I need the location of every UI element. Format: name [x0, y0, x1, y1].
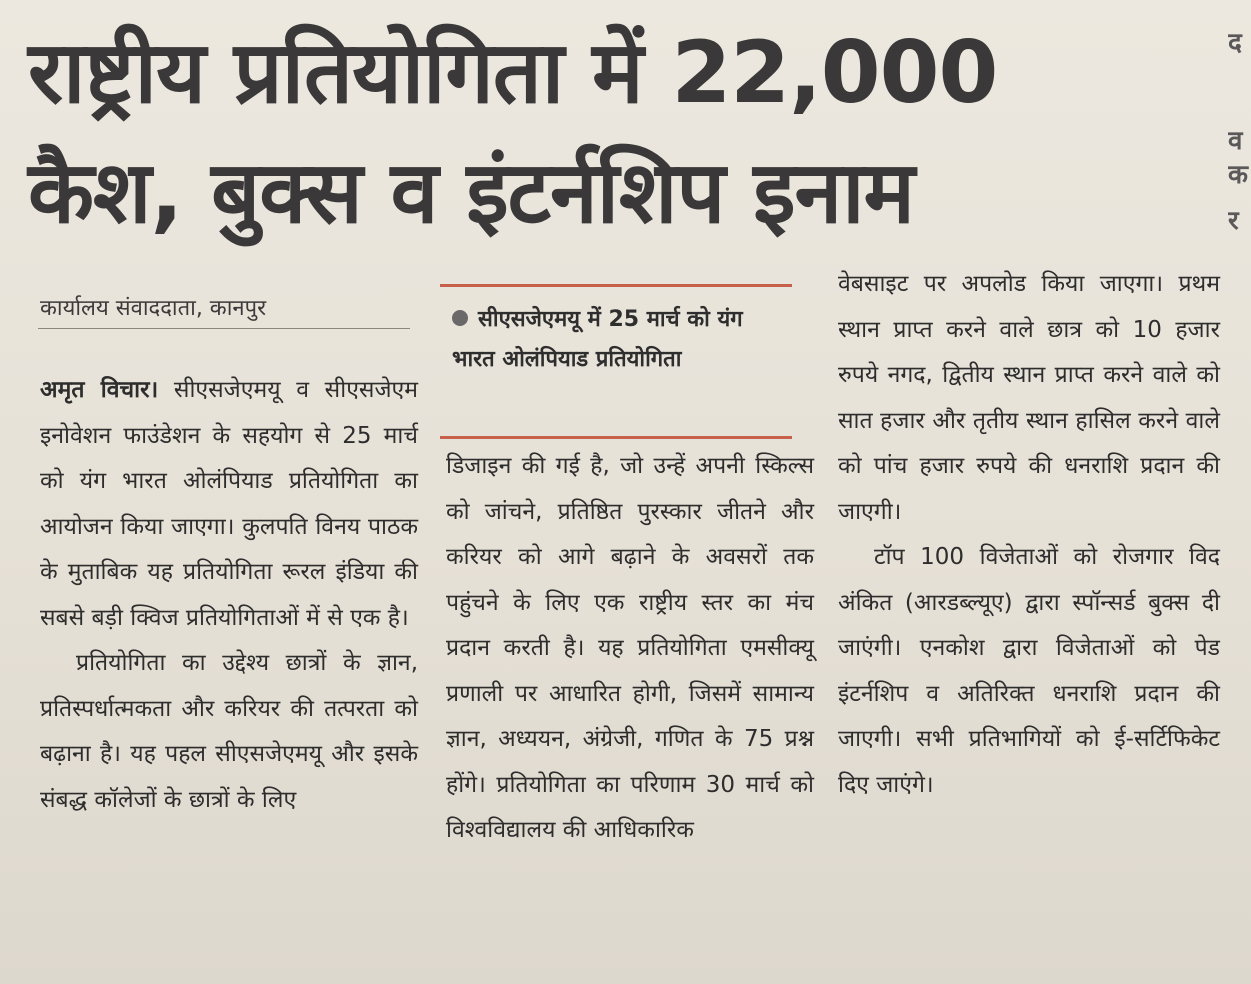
highlight-box-bottom-rule — [440, 436, 792, 439]
highlight-box — [452, 300, 792, 380]
paragraph: टॉप 100 विजेताओं को रोजगार विद अंकित (आरडब्ल्यूए) द्वारा स्पॉन्सर्ड बुक्स दी जाएंगी। एनकोश द्वारा विजेताओं को पेड इंटर्नशिप व अतिरिक्त धनराशि प्रदान की जाएगी। सभी प्रतिभागियों को ई-सर्टिफिकेट दिए जाएंगे। — [838, 544, 1220, 798]
headline-line-2: कैश, बुक्स व इंटर्नशिप इनाम — [28, 143, 914, 243]
article-column-1 — [40, 368, 418, 823]
paragraph-text: सीएसजेएमयू व सीएसजेएम इनोवेशन फाउंडेशन के सहयोग से 25 मार्च को यंग भारत ओलंपियाड प्रतियोगिता का आयोजन किया जाएगा। कुलपति विनय पाठक के मुताबिक यह प्रतियोगिता रूरल इंडिया की सबसे बड़ी क्विज प्रतियोगिताओं में से एक है। — [40, 377, 418, 631]
paragraph: डिजाइन की गई है, जो उन्हें अपनी स्किल्स को जांचने, प्रतिष्ठित पुरस्कार जीतने और करियर को आगे बढ़ाने के अवसरों तक पहुंचने के लिए एक राष्ट्रीय स्तर का मंच प्रदान करती है। यह प्रतियोगिता एमसीक्यू प्रणाली पर आधारित होगी, जिसमें सामान्य ज्ञान, अध्ययन, अंग्रेजी, गणित के 75 प्रश्न होंगे। प्रतियोगिता का परिणाम 30 मार्च को विश्वविद्यालय की आधिकारिक — [446, 453, 814, 843]
edge-char: व — [1228, 126, 1243, 156]
paragraph: वेबसाइट पर अपलोड किया जाएगा। प्रथम स्थान प्राप्त करने वाले छात्र को 10 हजार रुपये नगद, द्वितीय स्थान प्राप्त करने वाले को सात हजार और तृतीय स्थान हासिल करने वाले को पांच हजार रुपये की धनराशि प्रदान की जाएगी। — [838, 271, 1220, 525]
bullet-icon — [452, 310, 468, 326]
edge-char: क — [1228, 160, 1248, 190]
highlight-box-text: सीएसजेएमयू में 25 मार्च को यंग भारत ओलंपियाड प्रतियोगिता — [452, 307, 743, 372]
edge-char: द — [1228, 30, 1242, 58]
byline: कार्यालय संवाददाता, कानपुर — [40, 296, 267, 321]
article-column-2 — [446, 444, 814, 854]
edge-char: र — [1228, 206, 1239, 236]
paragraph: प्रतियोगिता का उद्देश्य छात्रों के ज्ञान, प्रतिस्पर्धात्मकता और करियर की तत्परता को बढ़ाना है। यह पहल सीएसजेएमयू और इसके संबद्ध कॉलेजों के छात्रों के लिए — [40, 650, 418, 813]
byline-divider — [38, 328, 410, 329]
article-column-3 — [838, 262, 1220, 808]
dateline: अमृत विचार। — [40, 377, 159, 403]
adjacent-article-fragment — [1228, 30, 1251, 350]
paragraph — [40, 368, 418, 641]
highlight-box-top-rule — [440, 284, 792, 287]
headline-line-1: राष्ट्रीय प्रतियोगिता में 22,000 — [28, 23, 998, 123]
